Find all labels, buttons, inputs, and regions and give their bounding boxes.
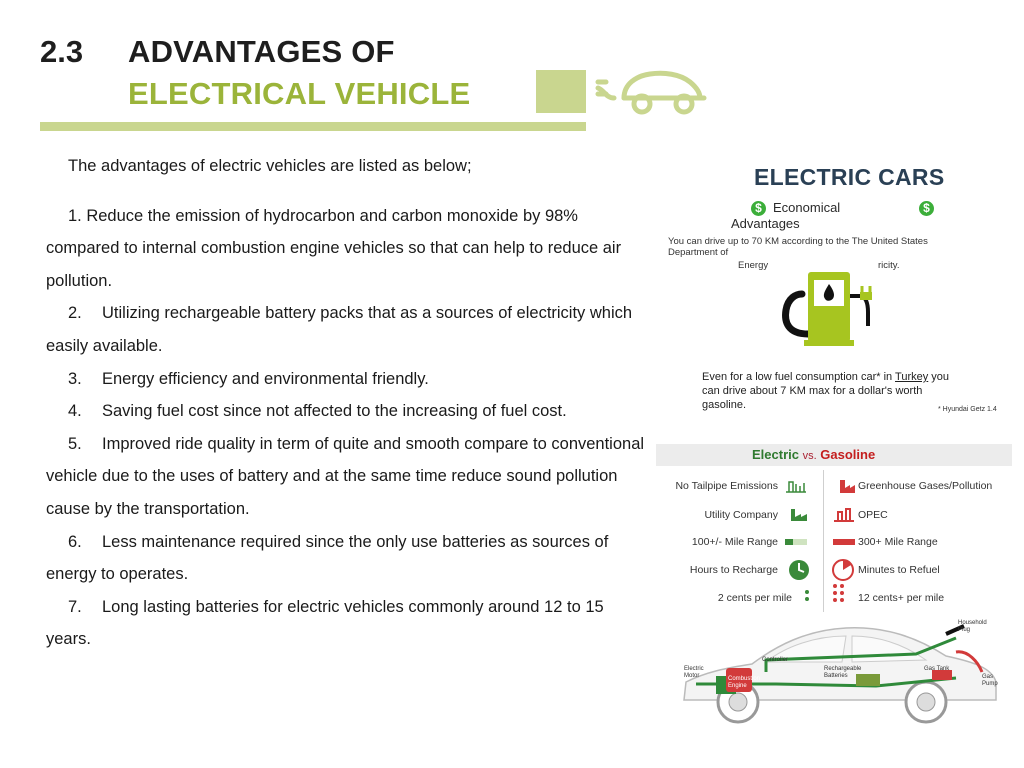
drive-text-line-4: ricity. xyxy=(878,260,900,271)
gas-pump-label: Gas Pump xyxy=(982,674,998,687)
list-item-2 xyxy=(46,297,646,362)
comparison-title xyxy=(752,447,875,462)
electric-motor-label: Electric Motor xyxy=(684,666,704,679)
charging-pump-icon xyxy=(774,264,884,350)
vs-label: vs. xyxy=(802,450,817,462)
electric-range-bar-icon xyxy=(784,534,808,550)
household-plug-label: Household Plug xyxy=(958,620,987,633)
page-title-line-2: ELECTRICAL VEHICLE xyxy=(128,76,471,111)
tailpipe-icon xyxy=(784,478,808,494)
footnote: * Hyundai Getz 1.4 xyxy=(938,406,997,413)
low-fuel-text-line-2: can drive about 7 KM max for a dollar's worth xyxy=(702,385,923,397)
list-item-number: 4. xyxy=(68,402,82,421)
title-accent-square xyxy=(536,70,586,113)
advantages-label: Advantages xyxy=(731,216,800,231)
electric-label: Electric xyxy=(752,447,799,462)
electric-row-5: 2 cents per mile xyxy=(717,592,792,604)
controller-label: Controller xyxy=(762,657,789,663)
gasoline-row-4: Minutes to Refuel xyxy=(858,564,940,576)
advantages-text xyxy=(46,150,646,656)
list-item-1: 1. Reduce the emission of hydrocarbon and carbon monoxide by 98% compared to internal combustion engine vehicles so that can help to reduce air pollution. xyxy=(46,206,622,290)
drive-text-line-3: Energy xyxy=(738,260,769,271)
list-item-number: 6. xyxy=(68,532,82,551)
gas-cost-dots-icon xyxy=(830,582,850,608)
electric-row-1: No Tailpipe Emissions xyxy=(675,480,778,492)
combustion-engine-label: Combustion Engine xyxy=(728,676,761,689)
list-item-4 xyxy=(46,395,646,428)
low-fuel-text-a: Even for a low fuel consumption car* in xyxy=(702,371,893,383)
eco-car-logo-icon xyxy=(594,58,710,120)
electric-cost-dots-icon xyxy=(802,588,812,604)
page-title-line-1: ADVANTAGES OF xyxy=(128,34,395,69)
utility-plant-icon xyxy=(784,506,808,522)
factory-smoke-icon xyxy=(832,478,856,494)
electric-row-2: Utility Company xyxy=(704,509,778,521)
gasoline-label: Gasoline xyxy=(820,447,876,462)
section-number: 2.3 xyxy=(40,34,84,69)
list-item-6 xyxy=(46,526,646,591)
gas-range-bar-icon xyxy=(832,534,856,550)
dollar-icon: $ xyxy=(919,201,934,216)
title-underline-bar xyxy=(40,122,586,131)
gasoline-row-2: OPEC xyxy=(858,509,888,521)
gas-tank-label: Gas Tank xyxy=(924,666,950,672)
list-item-7 xyxy=(46,591,646,656)
list-item-number: 2. xyxy=(68,304,82,323)
list-item-number: 3. xyxy=(68,369,82,388)
electric-row-4: Hours to Recharge xyxy=(689,564,778,576)
drive-text-line-1: You can drive up to 70 KM according to the The United States xyxy=(668,236,928,247)
list-item-3 xyxy=(46,363,646,396)
oil-rig-icon xyxy=(832,506,856,522)
infographic-title: ELECTRIC CARS xyxy=(754,164,945,190)
gasoline-row-5: 12 cents+ per mile xyxy=(858,592,945,604)
list-item-number: 7. xyxy=(68,597,82,616)
list-item-text: Long lasting batteries for electric vehicles commonly around 12 to 15 years. xyxy=(46,597,604,649)
list-item-5 xyxy=(46,428,646,526)
list-item-text: Energy efficiency and environmental friendly. xyxy=(102,369,429,388)
rechargeable-batteries-label: Rechargeable Batteries xyxy=(824,666,862,679)
gasoline-row-3: 300+ Mile Range xyxy=(858,536,938,548)
low-fuel-text-b: you xyxy=(931,371,950,383)
economical-label: Economical xyxy=(773,200,841,215)
low-fuel-text-line-1 xyxy=(702,370,949,384)
dollar-icon: $ xyxy=(751,201,766,216)
electric-cars-infographic xyxy=(656,150,1012,730)
list-item-text: Improved ride quality in term of quite and smooth compare to conventional vehicle due to the uses of battery and at the same time reduce sound pollution cause by the transportation. xyxy=(46,434,645,518)
hours-clock-icon xyxy=(786,558,812,582)
turkey-link: Turkey xyxy=(895,371,929,383)
list-item-text: Saving fuel cost since not affected to the increasing of fuel cost. xyxy=(102,402,567,421)
comparison-divider xyxy=(823,470,824,612)
list-item-number: 5. xyxy=(68,434,82,453)
electric-row-3: 100+/- Mile Range xyxy=(691,536,778,548)
list-item-text: Utilizing rechargeable battery packs that as a sources of electricity which easily available. xyxy=(46,304,633,355)
low-fuel-text-line-3: gasoline. xyxy=(702,399,747,411)
intro-text: The advantages of electric vehicles are listed as below; xyxy=(68,157,472,175)
drive-text-line-2: Department of xyxy=(668,247,729,258)
list-item-text: Less maintenance required since the only use batteries as sources of energy to operates. xyxy=(46,532,609,584)
minutes-clock-icon xyxy=(830,558,856,582)
gasoline-row-1: Greenhouse Gases/Pollution xyxy=(858,480,993,492)
